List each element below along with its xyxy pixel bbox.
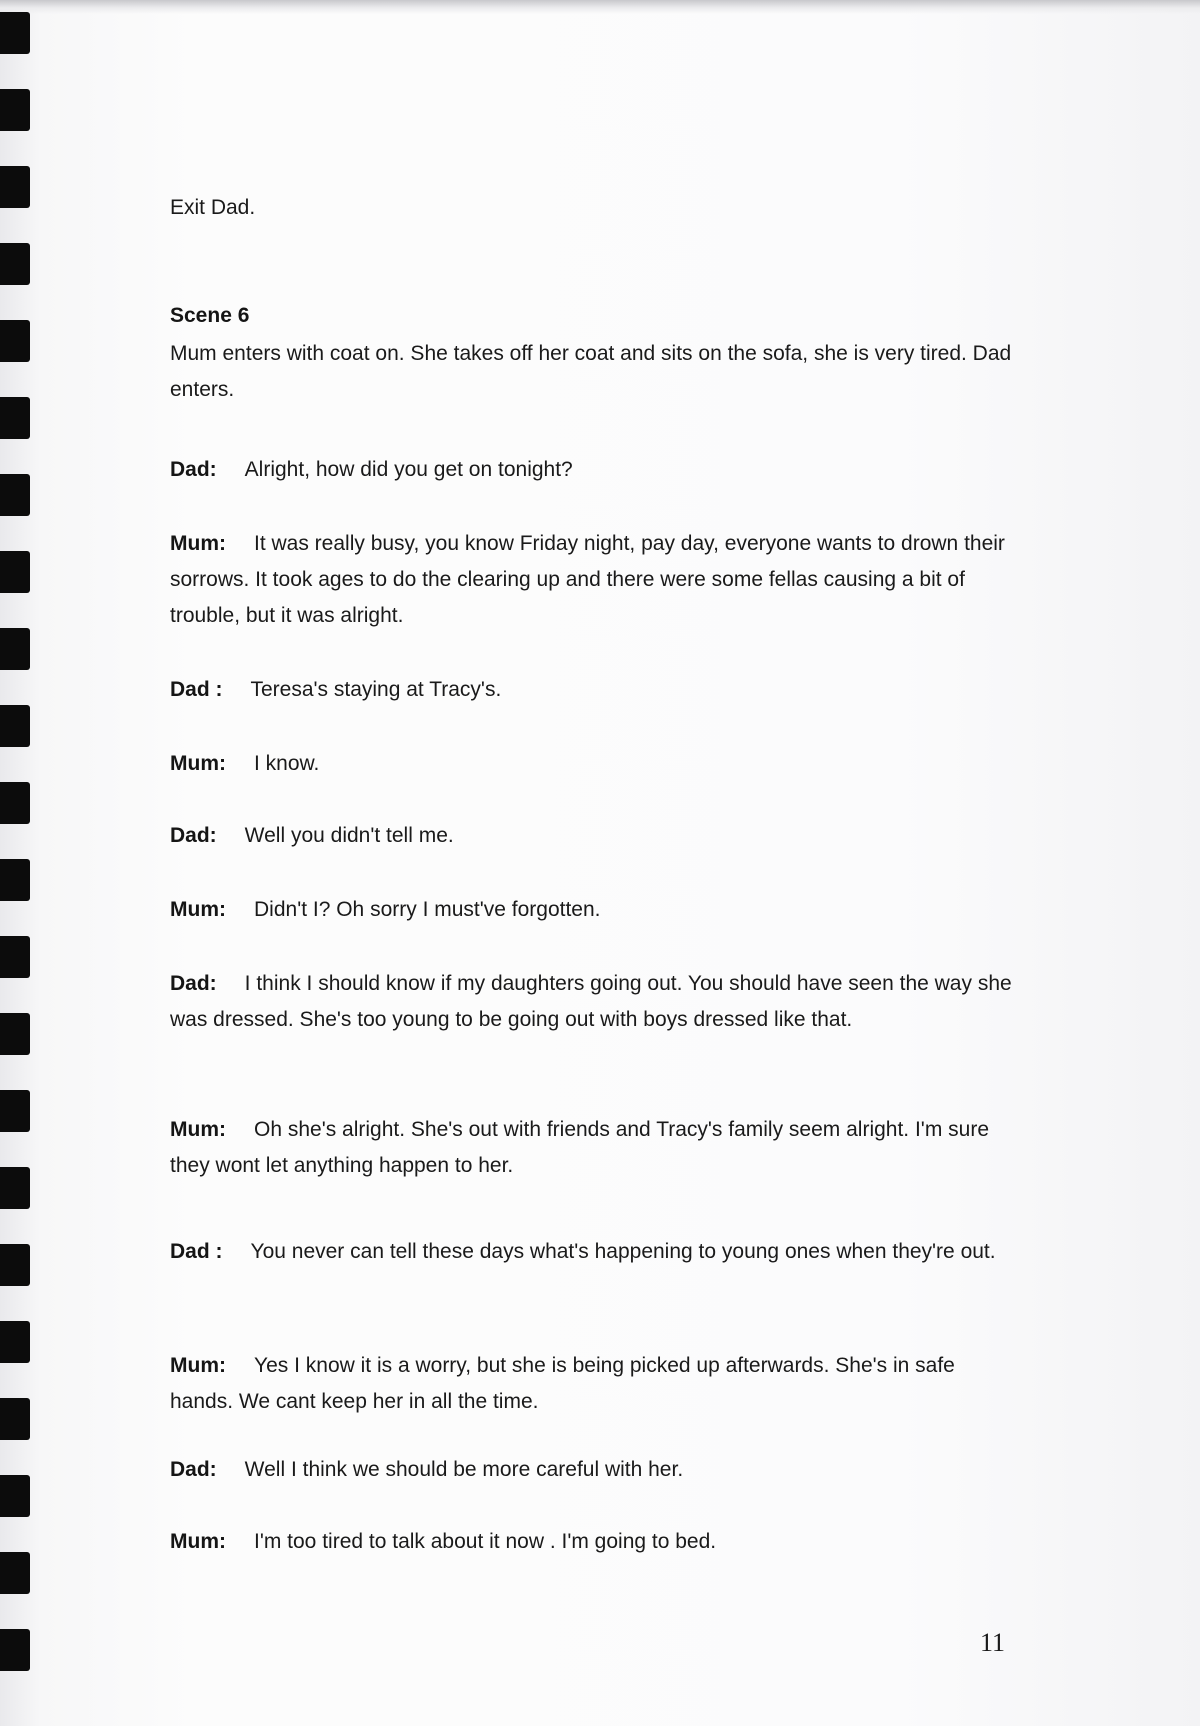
binding-hole	[0, 166, 30, 208]
speaker-name: Mum:	[170, 752, 226, 775]
speaker-name: Mum:	[170, 1354, 226, 1377]
binding-hole	[0, 89, 30, 131]
dialogue-text: I know.	[254, 752, 320, 775]
binding-hole	[0, 859, 30, 901]
binding-hole	[0, 243, 30, 285]
dialogue-line	[170, 1348, 1020, 1420]
binding-hole	[0, 936, 30, 978]
binding-hole	[0, 628, 30, 670]
dialogue-text: You never can tell these days what's happening to young ones when they're out.	[250, 1240, 996, 1263]
binding-hole	[0, 782, 30, 824]
dialogue-line	[170, 452, 1020, 488]
binding-hole	[0, 1475, 30, 1517]
binding-hole	[0, 12, 30, 54]
dialogue-text: Alright, how did you get on tonight?	[244, 458, 573, 481]
speaker-name: Dad :	[170, 678, 223, 701]
dialogue-line	[170, 818, 1020, 854]
speaker-name: Dad:	[170, 824, 217, 847]
speaker-name: Dad:	[170, 972, 217, 995]
dialogue-text: Oh she's alright. She's out with friends and Tracy's family seem alright. I'm sure they wont let anything happen to her.	[170, 1118, 989, 1177]
spiral-binding	[0, 0, 40, 1726]
binding-hole	[0, 1398, 30, 1440]
dialogue-line	[170, 1234, 1020, 1270]
scene-intro: Mum enters with coat on. She takes off her coat and sits on the sofa, she is very tired. Dad enters.	[170, 342, 1012, 401]
dialogue-line	[170, 1112, 1020, 1184]
dialogue-text: I think I should know if my daughters going out. You should have seen the way she was dressed. She's too young to be going out with boys dressed like that.	[170, 972, 1012, 1031]
speaker-name: Mum:	[170, 1530, 226, 1553]
page-top-shadow	[0, 0, 1200, 14]
binding-hole	[0, 705, 30, 747]
binding-hole	[0, 320, 30, 362]
binding-hole	[0, 397, 30, 439]
dialogue-text: I'm too tired to talk about it now . I'm going to bed.	[254, 1530, 717, 1553]
binding-hole	[0, 1090, 30, 1132]
speaker-name: Dad:	[170, 458, 217, 481]
dialogue-line	[170, 526, 1020, 634]
binding-hole	[0, 1167, 30, 1209]
dialogue-line	[170, 892, 1020, 928]
dialogue-text: Well you didn't tell me.	[244, 824, 454, 847]
page-number: 11	[980, 1628, 1006, 1657]
speaker-name: Dad:	[170, 1458, 217, 1481]
dialogue-line	[170, 746, 1020, 782]
speaker-name: Dad :	[170, 1240, 223, 1263]
binding-hole	[0, 1321, 30, 1363]
binding-hole	[0, 1244, 30, 1286]
dialogue-line	[170, 672, 1020, 708]
binding-hole	[0, 474, 30, 516]
dialogue-text: Well I think we should be more careful with her.	[244, 1458, 684, 1481]
scene-heading: Scene 6	[170, 304, 250, 327]
dialogue-text: Teresa's staying at Tracy's.	[250, 678, 502, 701]
dialogue-text: Yes I know it is a worry, but she is being picked up afterwards. She's in safe hands. We cant keep her in all the time.	[170, 1354, 955, 1413]
dialogue-line	[170, 966, 1020, 1038]
binding-hole	[0, 1013, 30, 1055]
speaker-name: Mum:	[170, 532, 226, 555]
dialogue-text: Didn't I? Oh sorry I must've forgotten.	[254, 898, 601, 921]
speaker-name: Mum:	[170, 1118, 226, 1141]
exit-direction: Exit Dad.	[170, 196, 256, 219]
speaker-name: Mum:	[170, 898, 226, 921]
binding-hole	[0, 1552, 30, 1594]
dialogue-text: It was really busy, you know Friday night, pay day, everyone wants to drown their sorrows. It took ages to do the clearing up and there were some fellas causing a bit of trouble, but it was alright.	[170, 532, 1005, 627]
binding-hole	[0, 1629, 30, 1671]
dialogue-line	[170, 1524, 1020, 1560]
dialogue-line	[170, 1452, 1020, 1488]
binding-hole	[0, 551, 30, 593]
